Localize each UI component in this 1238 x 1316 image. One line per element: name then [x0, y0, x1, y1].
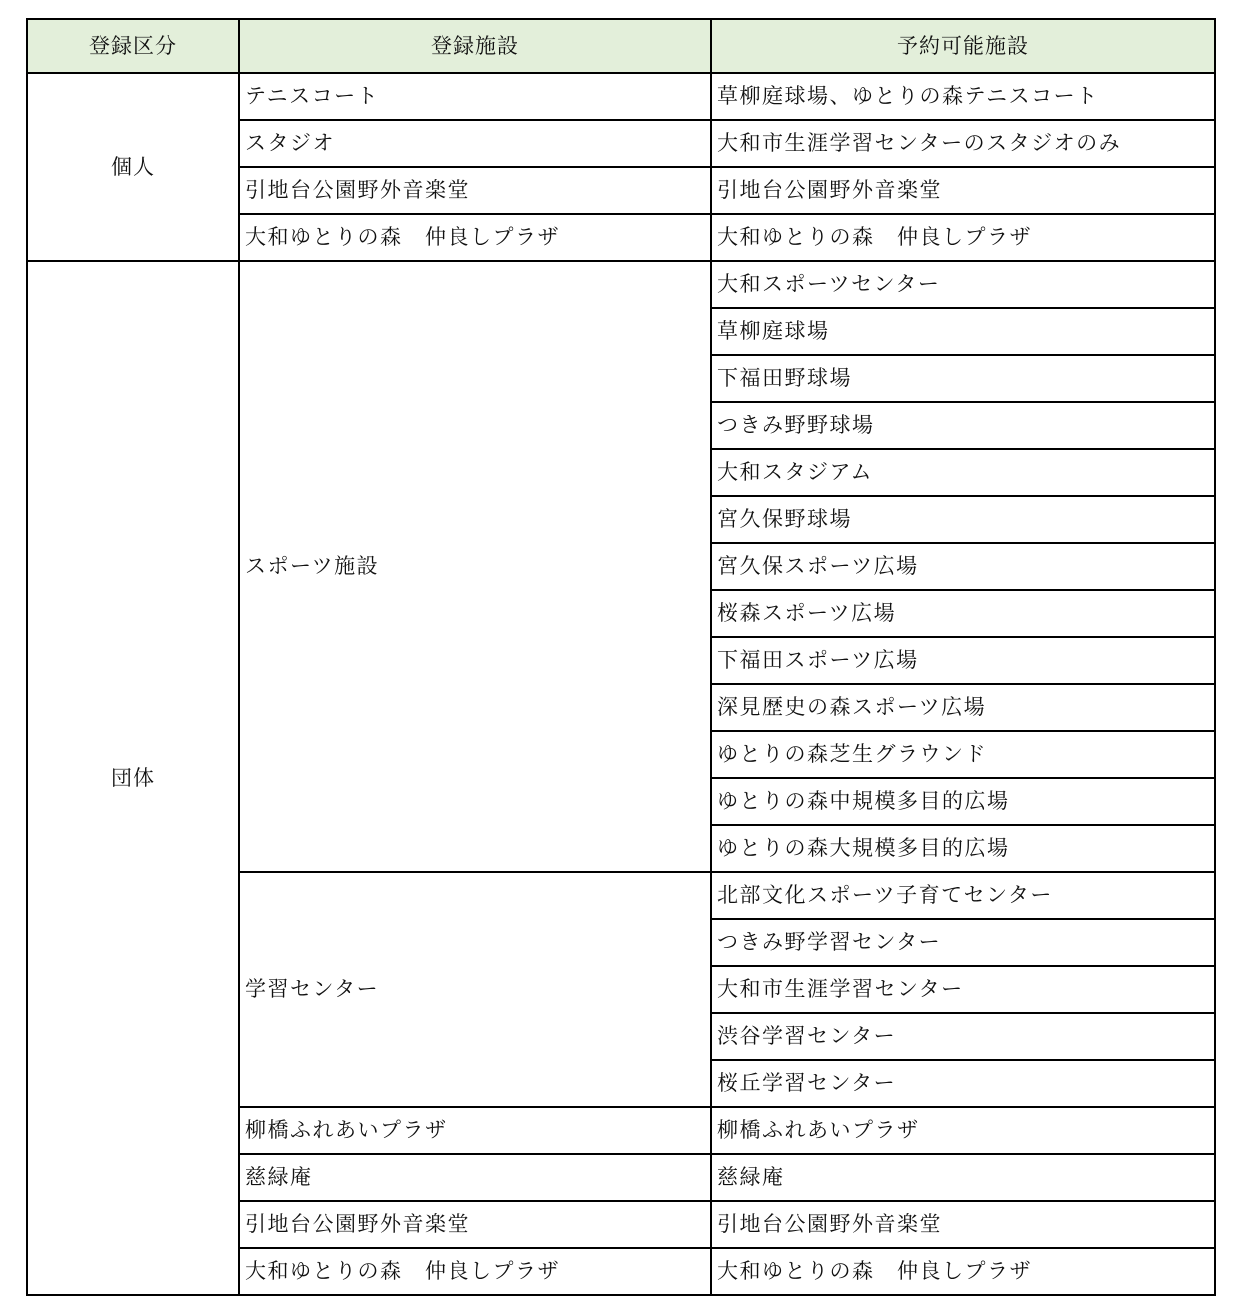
reservable-facility-cell: 渋谷学習センター [711, 1013, 1215, 1060]
table-body [27, 73, 1215, 1295]
registered-facility-cell: テニスコート [239, 73, 711, 120]
reservable-facility-cell: 大和ゆとりの森 仲良しプラザ [711, 214, 1215, 261]
reservable-facility-cell: ゆとりの森芝生グラウンド [711, 731, 1215, 778]
table-row [27, 73, 1215, 120]
reservable-facility-cell: つきみ野学習センター [711, 919, 1215, 966]
facility-table [26, 18, 1216, 1296]
table-row [27, 261, 1215, 308]
reservable-facility-cell: 大和ゆとりの森 仲良しプラザ [711, 1248, 1215, 1295]
registered-facility-cell: 慈緑庵 [239, 1154, 711, 1201]
registered-facility-cell: スポーツ施設 [239, 261, 711, 872]
registered-facility-cell: 学習センター [239, 872, 711, 1107]
reservable-facility-cell: 大和市生涯学習センター [711, 966, 1215, 1013]
reservable-facility-cell: 大和スタジアム [711, 449, 1215, 496]
registered-facility-cell: スタジオ [239, 120, 711, 167]
header-row [27, 19, 1215, 73]
reservable-facility-cell: 下福田野球場 [711, 355, 1215, 402]
reservable-facility-cell: 草柳庭球場、ゆとりの森テニスコート [711, 73, 1215, 120]
reservable-facility-cell: 柳橋ふれあいプラザ [711, 1107, 1215, 1154]
reservable-facility-cell: ゆとりの森中規模多目的広場 [711, 778, 1215, 825]
reservable-facility-cell: 下福田スポーツ広場 [711, 637, 1215, 684]
registered-facility-cell: 引地台公園野外音楽堂 [239, 167, 711, 214]
table-header [27, 19, 1215, 73]
reservable-facility-cell: 草柳庭球場 [711, 308, 1215, 355]
registered-facility-cell: 大和ゆとりの森 仲良しプラザ [239, 214, 711, 261]
registered-facility-cell: 引地台公園野外音楽堂 [239, 1201, 711, 1248]
reservable-facility-cell: 慈緑庵 [711, 1154, 1215, 1201]
registered-facility-cell: 柳橋ふれあいプラザ [239, 1107, 711, 1154]
reservable-facility-cell: 宮久保スポーツ広場 [711, 543, 1215, 590]
reservable-facility-cell: 北部文化スポーツ子育てセンター [711, 872, 1215, 919]
category-cell: 団体 [27, 261, 239, 1295]
header-category: 登録区分 [27, 19, 239, 73]
reservable-facility-cell: 桜森スポーツ広場 [711, 590, 1215, 637]
header-reservable-facility: 予約可能施設 [711, 19, 1215, 73]
header-registered-facility: 登録施設 [239, 19, 711, 73]
reservable-facility-cell: ゆとりの森大規模多目的広場 [711, 825, 1215, 872]
registered-facility-cell: 大和ゆとりの森 仲良しプラザ [239, 1248, 711, 1295]
reservable-facility-cell: 深見歴史の森スポーツ広場 [711, 684, 1215, 731]
reservable-facility-cell: 引地台公園野外音楽堂 [711, 167, 1215, 214]
reservable-facility-cell: 引地台公園野外音楽堂 [711, 1201, 1215, 1248]
reservable-facility-cell: 宮久保野球場 [711, 496, 1215, 543]
reservable-facility-cell: つきみ野野球場 [711, 402, 1215, 449]
reservable-facility-cell: 大和スポーツセンター [711, 261, 1215, 308]
reservable-facility-cell: 桜丘学習センター [711, 1060, 1215, 1107]
reservable-facility-cell: 大和市生涯学習センターのスタジオのみ [711, 120, 1215, 167]
category-cell: 個人 [27, 73, 239, 261]
